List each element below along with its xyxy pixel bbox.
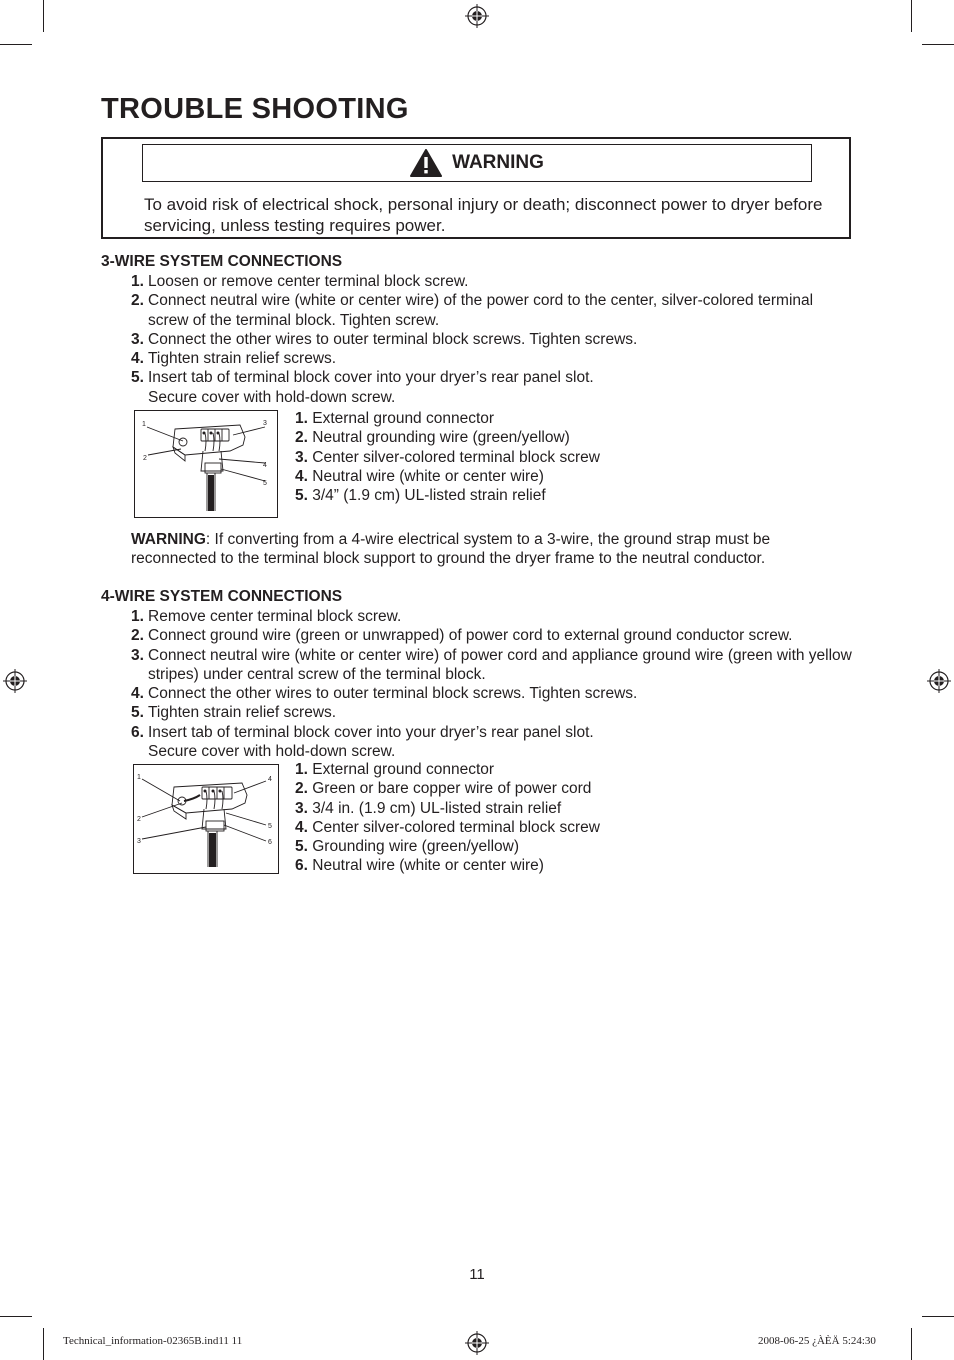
warning-header [142, 144, 812, 182]
step-list-4-wire [131, 607, 856, 761]
step-item: 1. Loosen or remove center terminal block screw. [131, 273, 469, 290]
step-item: 3. Connect the other wires to outer terminal block screws. Tighten screws. [131, 330, 638, 348]
footer-timestamp: 2008-06-25 ¿ÀÈÄ 5:24:30 [758, 1335, 876, 1347]
warning-triangle-icon [410, 149, 442, 177]
step-item: 5. Tighten strain relief screws. [131, 704, 337, 722]
step-item: 4. Connect the other wires to outer terminal block screws. Tighten screws. [131, 685, 638, 703]
legend-item: 6. Neutral wire (white or center wire) [295, 857, 544, 875]
figure-label: 6 [268, 839, 272, 846]
crop-mark [911, 0, 912, 32]
legend-item: 5. 3/4” (1.9 cm) UL-listed strain relief [295, 487, 546, 505]
figure-label: 3 [137, 838, 141, 845]
warning-text: To avoid risk of electrical shock, personal injury or death; disconnect power to dryer before servicing, unless testing requires power. [144, 195, 823, 235]
figure-3-wire-terminal-block [134, 410, 278, 518]
figure-4-wire-terminal-block [133, 764, 279, 874]
registration-mark-icon [465, 1331, 489, 1355]
step-item: 2. Connect ground wire (green or unwrapped) of power cord to external ground conductor screw. [131, 627, 793, 645]
legend-item: 3. Center silver-colored terminal block screw [295, 448, 600, 466]
legend-3-wire [295, 409, 600, 505]
page-number: 11 [469, 1266, 485, 1283]
legend-item: 1. External ground connector [295, 761, 495, 778]
legend-4-wire [295, 760, 600, 876]
registration-mark-icon [465, 4, 489, 28]
conversion-warning-label: WARNING [131, 531, 206, 548]
step-item: 4. Tighten strain relief screws. [131, 350, 337, 368]
step-item: 5. Insert tab of terminal block cover into your dryer’s rear panel slot. Secure cover with hold-down screw. [131, 369, 594, 406]
page-title: TROUBLE SHOOTING [101, 93, 409, 125]
section-title-3-wire: 3-WIRE SYSTEM CONNECTIONS [101, 253, 343, 270]
figure-label: 4 [263, 462, 267, 469]
legend-item: 2. Green or bare copper wire of power cord [295, 780, 592, 798]
figure-label: 4 [268, 776, 272, 783]
figure-label: 5 [268, 823, 272, 830]
warning-label: WARNING [452, 152, 544, 173]
crop-mark [43, 1328, 44, 1360]
crop-mark [43, 0, 44, 32]
crop-mark [911, 1328, 912, 1360]
conversion-warning-text: : If converting from a 4-wire electrical system to a 3-wire, the ground strap must be reconnected to the terminal block support to ground the dryer frame to the neutral conductor. [131, 531, 771, 568]
figure-label: 3 [263, 420, 267, 427]
legend-item: 4. Center silver-colored terminal block screw [295, 818, 600, 836]
figure-label: 2 [137, 816, 141, 823]
step-item: 6. Insert tab of terminal block cover into your dryer’s rear panel slot. Secure cover with hold-down screw. [131, 723, 594, 761]
legend-item: 1. External ground connector [295, 410, 495, 427]
figure-label: 1 [142, 421, 146, 428]
footer-file-info: Technical_information-02365B.ind11 11 [63, 1335, 243, 1347]
step-item: 3. Connect neutral wire (white or center wire) of power cord and appliance ground wire (green with yellow stripes) under central screw of the terminal block. [131, 646, 852, 683]
conversion-warning [131, 530, 856, 569]
crop-mark [0, 44, 32, 45]
legend-item: 5. Grounding wire (green/yellow) [295, 838, 520, 856]
step-item: 2. Connect neutral wire (white or center wire) of the power cord to the center, silver-colored terminal screw of the terminal block. Tighten screw. [131, 292, 814, 329]
legend-item: 3. 3/4 in. (1.9 cm) UL-listed strain relief [295, 799, 562, 817]
figure-label: 5 [263, 480, 267, 487]
crop-mark [922, 44, 954, 45]
step-list-3-wire [131, 272, 856, 407]
registration-mark-icon [3, 669, 27, 693]
section-title-4-wire: 4-WIRE SYSTEM CONNECTIONS [101, 588, 343, 605]
crop-mark [0, 1316, 32, 1317]
step-item: 1. Remove center terminal block screw. [131, 608, 402, 625]
legend-item: 2. Neutral grounding wire (green/yellow) [295, 429, 570, 447]
registration-mark-icon [927, 669, 951, 693]
crop-mark [922, 1316, 954, 1317]
figure-label: 1 [137, 774, 141, 781]
warning-box [101, 137, 851, 239]
figure-label: 2 [143, 455, 147, 462]
legend-item: 4. Neutral wire (white or center wire) [295, 467, 544, 485]
